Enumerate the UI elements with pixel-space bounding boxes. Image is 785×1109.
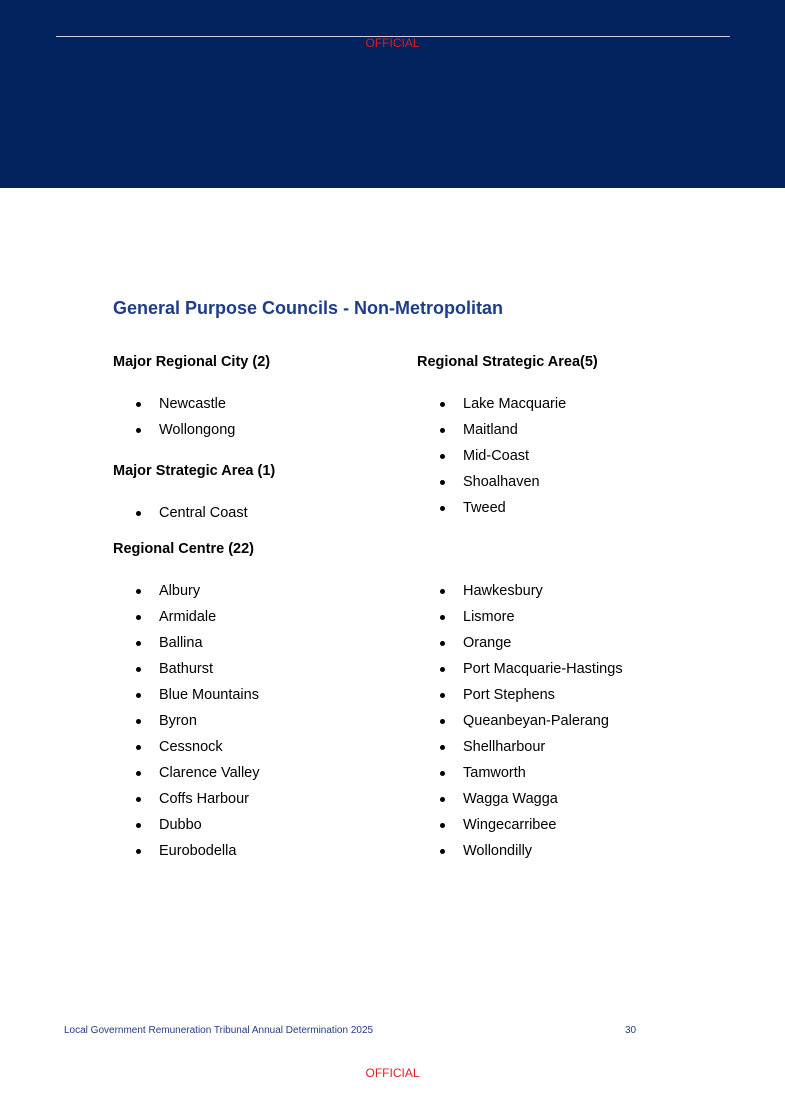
bullet-icon (136, 589, 141, 594)
list-item (417, 656, 623, 682)
regional-centre-heading: Regional Centre (22) (113, 541, 254, 557)
list-item (113, 760, 259, 786)
list-item (417, 734, 623, 760)
list-item-label: Blue Mountains (159, 687, 259, 703)
list-item-label: Wagga Wagga (463, 791, 558, 807)
list-item (113, 682, 259, 708)
classification-label-bottom: OFFICIAL (365, 1066, 420, 1080)
bullet-icon (440, 745, 445, 750)
list-item (417, 443, 566, 469)
list-item (417, 391, 566, 417)
header-band (0, 0, 785, 188)
classification-label-top: OFFICIAL (365, 36, 420, 50)
footer-document-title: Local Government Remuneration Tribunal Annual Determination 2025 (64, 1025, 374, 1036)
bullet-icon (136, 797, 141, 802)
list-item-label: Wingecarribee (463, 817, 557, 833)
list-item-label: Queanbeyan-Palerang (463, 713, 609, 729)
bullet-icon (136, 615, 141, 620)
list-item-label: Byron (159, 713, 197, 729)
bullet-icon (136, 693, 141, 698)
bullet-icon (440, 719, 445, 724)
bullet-icon (440, 667, 445, 672)
list-item-label: Eurobodella (159, 843, 237, 859)
list-item (417, 838, 623, 864)
bullet-icon (440, 480, 445, 485)
list-item (417, 417, 566, 443)
bullet-icon (440, 506, 445, 511)
list-item-label: Tamworth (463, 765, 526, 781)
list-item-label: Orange (463, 635, 512, 651)
list-item-label: Dubbo (159, 817, 202, 833)
list-item-label: Hawkesbury (463, 583, 543, 599)
bullet-icon (440, 454, 445, 459)
list-item-label: Albury (159, 583, 201, 599)
list-item (417, 682, 623, 708)
list-item-label: Coffs Harbour (159, 791, 249, 807)
list-item-label: Wollongong (159, 422, 236, 438)
list-item (417, 578, 623, 604)
list-item (113, 708, 259, 734)
list-item-label: Clarence Valley (159, 765, 260, 781)
list-item-label: Port Macquarie-Hastings (463, 661, 623, 677)
bullet-icon (136, 428, 141, 433)
list-item (113, 500, 248, 526)
list-item (417, 495, 566, 521)
bullet-icon (440, 849, 445, 854)
major-regional-city-heading: Major Regional City (2) (113, 354, 271, 370)
list-item (417, 708, 623, 734)
bullet-icon (440, 589, 445, 594)
regional-strategic-area-heading: Regional Strategic Area(5) (417, 354, 598, 370)
list-item-label: Ballina (159, 635, 203, 651)
list-item (417, 604, 623, 630)
list-item (113, 812, 259, 838)
list-item (417, 786, 623, 812)
section-title: General Purpose Councils - Non-Metropolitan (113, 298, 504, 318)
bullet-icon (136, 667, 141, 672)
bullet-icon (136, 719, 141, 724)
bullet-icon (440, 615, 445, 620)
bullet-icon (136, 402, 141, 407)
list-item (417, 469, 566, 495)
list-item-label: Shellharbour (463, 739, 546, 755)
list-item (417, 760, 623, 786)
bullet-icon (136, 745, 141, 750)
list-item-label: Port Stephens (463, 687, 555, 703)
bullet-icon (136, 849, 141, 854)
list-item (417, 812, 623, 838)
bullet-icon (440, 428, 445, 433)
bullet-icon (440, 771, 445, 776)
list-item-label: Lismore (463, 609, 515, 625)
bullet-icon (440, 797, 445, 802)
list-item-label: Shoalhaven (463, 474, 540, 490)
bullet-icon (136, 511, 141, 516)
list-item-label: Cessnock (159, 739, 223, 755)
regional-strategic-area-list (417, 391, 566, 521)
list-item-label: Central Coast (159, 505, 248, 521)
list-item-label: Lake Macquarie (463, 396, 567, 412)
regional-centre-list-left (113, 578, 259, 864)
list-item (113, 656, 259, 682)
list-item-label: Tweed (463, 500, 506, 516)
bullet-icon (440, 693, 445, 698)
list-item-label: Mid-Coast (463, 448, 530, 464)
list-item (113, 391, 235, 417)
list-item (113, 734, 259, 760)
list-item (113, 786, 259, 812)
bullet-icon (440, 402, 445, 407)
list-item (113, 604, 259, 630)
list-item (113, 417, 235, 443)
list-item-label: Armidale (159, 609, 217, 625)
major-strategic-area-list (113, 500, 248, 526)
list-item (417, 630, 623, 656)
regional-centre-list-right (417, 578, 623, 864)
bullet-icon (136, 823, 141, 828)
bullet-icon (136, 641, 141, 646)
bullet-icon (136, 771, 141, 776)
list-item (113, 578, 259, 604)
footer-page-number: 30 (625, 1025, 637, 1036)
list-item-label: Newcastle (159, 396, 226, 412)
list-item (113, 630, 259, 656)
bullet-icon (440, 641, 445, 646)
major-regional-city-list (113, 391, 235, 443)
bullet-icon (440, 823, 445, 828)
list-item (113, 838, 259, 864)
list-item-label: Bathurst (159, 661, 213, 677)
list-item-label: Wollondilly (463, 843, 533, 859)
list-item-label: Maitland (463, 422, 518, 438)
major-strategic-area-heading: Major Strategic Area (1) (113, 463, 276, 479)
